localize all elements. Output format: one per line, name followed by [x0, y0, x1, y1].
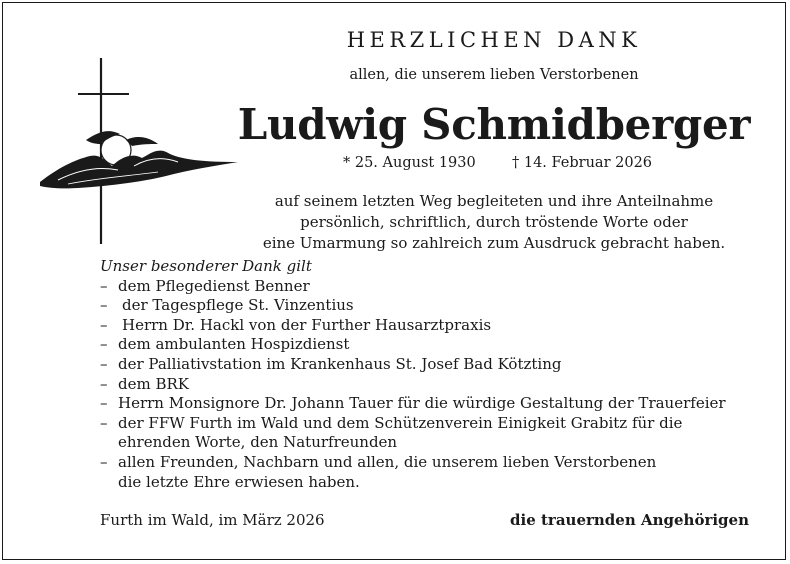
deceased-name: Ludwig Schmidberger: [237, 100, 751, 149]
list-item: [100, 453, 726, 473]
dash: –: [100, 452, 108, 471]
list-item-text: der Palliativstation im Krankenhaus St. Josef Bad Kötzting: [118, 354, 562, 373]
list-item-text: dem Pflegedienst Benner: [118, 276, 310, 295]
dash: [100, 473, 118, 493]
dash: –: [100, 413, 108, 432]
list-item-continuation: [100, 433, 726, 453]
notice-heading: HERZLICHEN DANK: [346, 28, 642, 52]
dash: –: [100, 276, 108, 295]
dash: –: [100, 394, 108, 413]
dash: –: [100, 296, 108, 315]
thanks-line: persönlich, schriftlich, durch tröstende Worte oder: [300, 213, 688, 231]
thanks-line: auf seinem letzten Weg begleiteten und ihre Anteilnahme: [274, 192, 714, 210]
list-item: [100, 335, 726, 355]
dash: –: [100, 354, 108, 373]
list-item-continuation: [100, 473, 726, 493]
place-date: Furth im Wald, im März 2026: [100, 511, 325, 529]
thanks-line: eine Umarmung so zahlreich zum Ausdruck gebracht haben.: [262, 234, 726, 252]
list-item-text: die letzte Ehre erwiesen haben.: [118, 472, 360, 491]
list-item-text: Herrn Dr. Hackl von der Further Hausarztpraxis: [122, 315, 492, 334]
death-date: † 14. Februar 2026: [512, 155, 653, 171]
list-item-text: dem ambulanten Hospizdienst: [118, 335, 350, 354]
list-item-text: allen Freunden, Nachbarn und allen, die unserem lieben Verstorbenen: [118, 452, 657, 471]
list-item-text: Herrn Monsignore Dr. Johann Tauer für die würdige Gestaltung der Trauerfeier: [118, 394, 726, 413]
dash: –: [100, 335, 108, 354]
list-item: [100, 355, 726, 375]
list-item: [100, 277, 726, 297]
list-item-text: der Tagespflege St. Vinzentius: [122, 296, 354, 315]
list-item: [100, 296, 726, 316]
dash: –: [100, 374, 108, 393]
signature: die trauernden Angehörigen: [510, 511, 749, 529]
list-item: [100, 394, 726, 414]
special-thanks-list: [100, 257, 726, 492]
birth-date: * 25. August 1930: [343, 155, 476, 171]
list-item-text: der FFW Furth im Wald und dem Schützenverein Einigkeit Grabitz für die: [118, 413, 683, 432]
thanks-paragraph: [0, 191, 790, 254]
dash: –: [100, 315, 108, 334]
list-intro: Unser besonderer Dank gilt: [100, 257, 312, 275]
list-item-text: dem BRK: [118, 374, 189, 393]
list-item: [100, 414, 726, 434]
list-item: [100, 316, 726, 336]
intro-text: allen, die unserem lieben Verstorbenen: [349, 67, 639, 83]
dash: [100, 433, 118, 453]
list-item: [100, 375, 726, 395]
list-item-text: ehrenden Worte, den Naturfreunden: [118, 433, 398, 452]
